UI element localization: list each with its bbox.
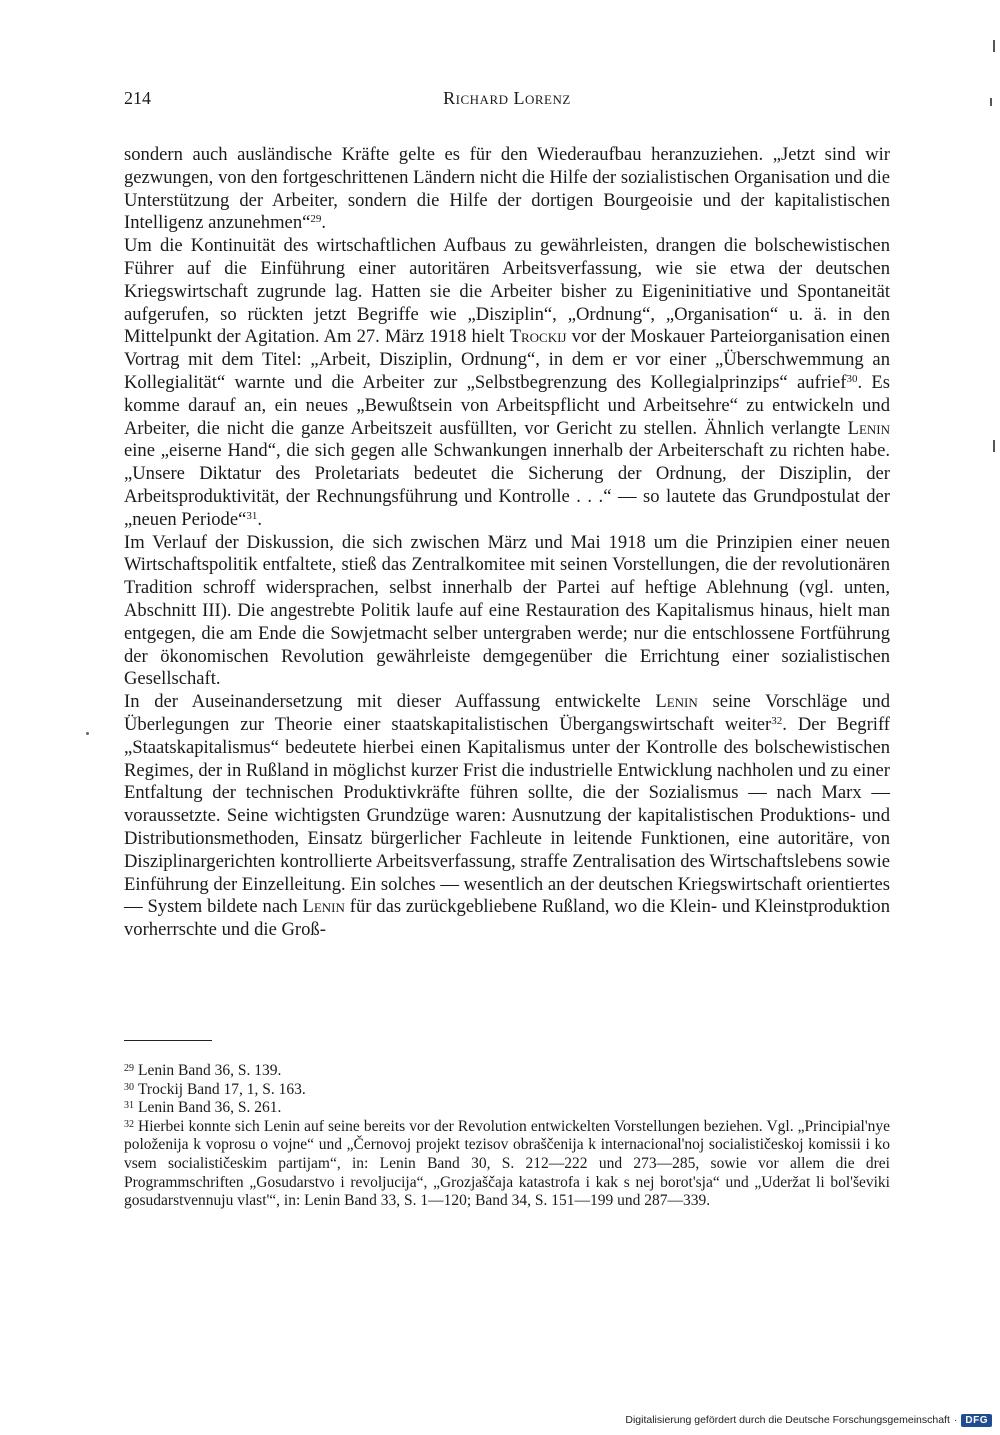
scan-speck [86, 732, 89, 735]
paragraph-4: In der Auseinandersetzung mit dieser Auffassung entwickelte Lenin seine Vorschläge und Überlegungen zur Theorie einer staatskapitalistischen Übergangswirtschaft weiter$^{32}$. Der Begriff „Staatskapitalismus“ bedeutete hierbei einen Kapitalismus unter der Kontrolle des bolschewistischen Regimes, der in Rußland in möglichst kurzer Frist die industrielle Entwicklung nachholen und zu einer Entfaltung der technischen Produktivkräfte führen sollte, die der Sozialismus — nach Marx — voraussetzte. Seine wichtigsten Grundzüge waren: Ausnutzung der kapitalistischen Produktions- und Distributionsmethoden, Einsatz bürgerlicher Fachleute in leitende Funktionen, eine autoritäre, von Disziplinargerichten kontrollierte Arbeitsverfassung, straffe Zentralisation des Wirtschaftslebens sowie Einführung der Einzelleitung. Ein solches — wesentlich an der deutschen Kriegswirtschaft orientiertes — System bildete nach Lenin für das zurückgebliebene Rußland, wo die Klein- und Kleinstproduktion vorherrschte und die Groß- [124, 691, 890, 941]
paragraph-2: Um die Kontinuität des wirtschaftlichen Aufbaus zu gewährleisten, drangen die bolschewistischen Führer auf die Einführung einer autoritären Arbeitsverfassung, wie sie etwa der deutschen Kriegswirtschaft zugrunde lag. Hatten sie die Arbeiter bisher zu Eigeninitiative und Spontaneität aufgerufen, so rückten jetzt Begriffe wie „Disziplin“, „Ordnung“, „Organisation“ u. ä. in den Mittelpunkt der Agitation. Am 27. März 1918 hielt Trockij vor der Moskauer Parteiorganisation einen Vortrag mit dem Titel: „Arbeit, Disziplin, Ordnung“, in dem er vor einer „Überschwemmung an Kollegialität“ warnte und die Arbeiter zur „Selbstbegrenzung des Kollegialprinzips“ aufrief$^{30}$. Es komme darauf an, ein neues „Bewußtsein von Arbeitspflicht und Arbeitsehre“ zu entwickeln und Arbeiter, die nicht die ganze Arbeitszeit ausfüllten, vor Gericht zu stellen. Ähnlich verlangte Lenin eine „eiserne Hand“, die sich gegen alle Schwankungen innerhalb der Arbeiterschaft zu richten habe. „Unsere Diktatur des Proletariats bedeutet die Sicherung der Ordnung, der Disziplin, der Arbeitsproduktivität, der Rechnungsführung und Kontrolle . . .“ — so lautete das Grundpostulat der „neuen Periode“$^{31}$. [124, 235, 890, 530]
footnote-text: Lenin Band 36, S. 261. [138, 1099, 282, 1117]
footnote-30 [124, 1081, 890, 1100]
footnote-31 [124, 1099, 890, 1118]
page-number: 214 [124, 88, 151, 108]
footnote-ref-32[interactable]: 32 [771, 714, 783, 727]
footnote-number: 30 [124, 1081, 134, 1093]
footnote-ref-29[interactable]: 29 [310, 213, 322, 226]
scan-edge-mark [993, 40, 995, 52]
digitization-credit [625, 1411, 992, 1429]
credit-separator: · [953, 1414, 958, 1426]
footnote-number: 29 [124, 1063, 134, 1074]
footnote-text: Lenin Band 36, S. 139. [138, 1062, 282, 1079]
footnote-29 [124, 1062, 890, 1081]
footnote-number: 31 [124, 1100, 134, 1112]
page-header [124, 88, 890, 114]
footnote-32 [124, 1118, 890, 1211]
running-head: Richard Lorenz [443, 88, 571, 108]
scan-edge-mark [990, 98, 992, 106]
footnote-ref-30[interactable]: 30 [846, 372, 858, 385]
paragraph-1: sondern auch ausländische Kräfte gelte es für den Wiederaufbau heranzuziehen. „Jetzt sind wir gezwungen, von den fortgeschrittenen Ländern nicht die Hilfe der sozialistischen Organisation und die Unterstützung der Arbeiter, sondern die Hilfe der dortigen Bourgeoisie und der kapitalistischen Intelligenz anzunehmen“$^{29}$. [124, 144, 890, 234]
scan-edge-mark [993, 440, 995, 452]
footnote-number: 32 [124, 1118, 134, 1130]
dfg-logo-icon: DFG [961, 1414, 992, 1427]
body-text [124, 144, 890, 942]
paragraph-3: Im Verlauf der Diskussion, die sich zwischen März und Mai 1918 um die Prinzipien einer neuen Wirtschaftspolitik entfaltete, stieß das Zentralkomitee mit seinen Vorstellungen, die der revolutionären Tradition schroff widersprachen, selbst innerhalb der Partei auf heftige Ablehnung (vgl. unten, Abschnitt III). Die angestrebte Politik laufe auf eine Restauration des Kapitalismus hinaus, hielt man entgegen, die am Ende die Sowjetmacht selber untergraben werde; nur die entschlossene Fortführung der ökonomischen Revolution gewährleiste demgegenüber die Errichtung einer sozialistischen Gesellschaft. [124, 531, 890, 690]
footnote-text: Trockij Band 17, 1, S. 163. [138, 1080, 306, 1098]
credit-text: Digitalisierung gefördert durch die Deutsche Forschungsgemeinschaft [625, 1414, 950, 1426]
footnote-ref-31[interactable]: 31 [246, 509, 258, 522]
footnote-text: Hierbei konnte sich Lenin auf seine bereits vor der Revolution entwickelten Vorstellungen beziehen. Vgl. „Principial'nye položenija k voprosu o vojne“ und „Černovoj projekt tezisov obraščenija k internacional'noj socialističeskoj komissii i ko vsem socialističeskim partijam“, in: Lenin Band 30, S. 212—222 und 273—285, sowie vor allem die drei Programmschriften „Gosudarstvo i revoljucija“, „Grozjaščaja katastrofa i kak s nej borot'sja“ und „Uderžat li bol'ševiki gosudarstvennuju vlast'“, in: Lenin Band 33, S. 1—120; Band 34, S. 151—199 und 287—339. [124, 1117, 890, 1210]
footnotes [124, 1062, 890, 1211]
footnote-separator [124, 1040, 212, 1041]
